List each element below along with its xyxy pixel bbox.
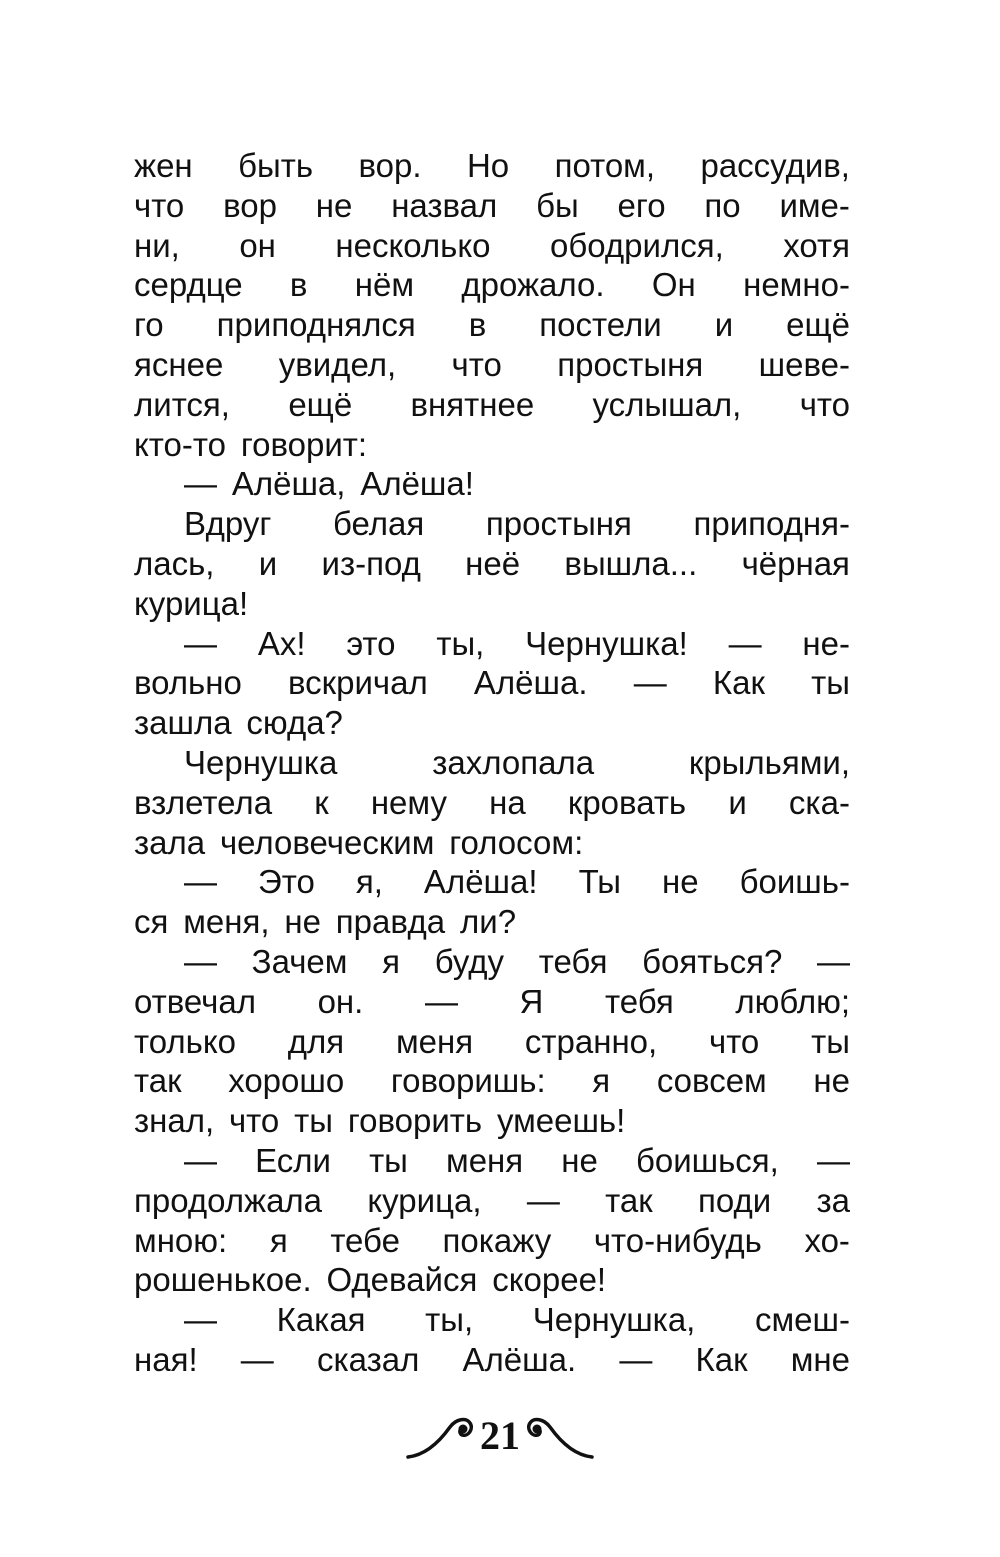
word: — xyxy=(424,982,458,1020)
word: — xyxy=(526,1181,560,1219)
word: ни, xyxy=(134,226,180,264)
word: это xyxy=(346,624,396,662)
word: боишь- xyxy=(739,863,850,901)
word: ты xyxy=(811,664,850,702)
word: люблю; xyxy=(735,982,850,1020)
text-line xyxy=(134,345,850,385)
word: что xyxy=(451,345,502,383)
word: я xyxy=(382,942,401,980)
word: тебя xyxy=(538,942,608,980)
word: Алёша! xyxy=(360,465,474,503)
word: мне xyxy=(790,1340,850,1378)
text-line xyxy=(134,425,850,465)
word: сердце xyxy=(134,266,243,304)
swirl-ornament-left-icon xyxy=(406,1411,476,1461)
word: человеческим xyxy=(219,823,435,861)
text-line xyxy=(134,663,850,703)
word: вольно xyxy=(134,664,242,702)
word: Алёша! xyxy=(423,863,538,901)
word: курица! xyxy=(134,584,249,622)
text-line xyxy=(134,982,850,1022)
word: курица, xyxy=(367,1181,482,1219)
word: постели xyxy=(539,306,662,344)
word: кто-то xyxy=(134,425,226,463)
word: вор. xyxy=(358,147,422,184)
word: по xyxy=(704,186,741,224)
word: я xyxy=(592,1062,611,1100)
word: ты, xyxy=(436,624,485,662)
word: бы xyxy=(536,186,579,224)
word: — xyxy=(816,1141,850,1179)
word: рассудив, xyxy=(700,147,850,184)
word: совсем xyxy=(656,1062,767,1100)
word: голосом: xyxy=(449,823,584,861)
word: немно- xyxy=(743,266,850,304)
word: странно, xyxy=(524,1022,658,1060)
word: и xyxy=(728,783,747,821)
word: простыня xyxy=(485,505,632,543)
word: за xyxy=(816,1181,850,1219)
word: тебя xyxy=(605,982,674,1020)
text-line xyxy=(134,862,850,902)
word: несколько xyxy=(335,226,491,264)
word: на xyxy=(489,783,526,821)
word: боишься, xyxy=(635,1141,779,1179)
word: быть xyxy=(238,147,314,184)
word: зашла xyxy=(134,704,232,742)
text-line xyxy=(134,265,850,305)
word: продолжала xyxy=(134,1181,323,1219)
word: говорит: xyxy=(240,425,368,463)
text-line xyxy=(134,1022,850,1062)
word: лится, xyxy=(134,385,230,423)
word: Одевайся xyxy=(326,1261,478,1299)
word: рошенькое. xyxy=(134,1261,312,1299)
word: Как xyxy=(712,664,765,702)
word: правда xyxy=(335,903,446,941)
text-line xyxy=(134,464,850,504)
word: име- xyxy=(779,186,850,224)
word: назвал xyxy=(391,186,498,224)
word: и xyxy=(258,544,278,582)
text-line xyxy=(134,385,850,425)
text-line xyxy=(134,186,850,226)
word: ная! xyxy=(134,1340,198,1378)
word: нему xyxy=(370,783,447,821)
word: смеш- xyxy=(754,1301,850,1339)
word: — xyxy=(184,624,217,662)
page-number: 21 xyxy=(480,1413,520,1458)
word: скорее! xyxy=(492,1261,607,1299)
word: простыня xyxy=(557,345,704,383)
word: кровать xyxy=(567,783,687,821)
text-line xyxy=(134,1340,850,1380)
word: буду xyxy=(434,942,505,980)
word: не xyxy=(561,1141,598,1179)
word: Вдруг xyxy=(184,505,272,543)
word: увидел, xyxy=(278,345,397,383)
word: в xyxy=(289,266,308,304)
text-line xyxy=(134,1221,850,1261)
word: внятнее xyxy=(410,385,535,423)
text-line xyxy=(134,902,850,942)
text-line xyxy=(134,584,850,624)
word: зала xyxy=(134,823,206,861)
word: Чернушка, xyxy=(532,1301,696,1339)
word: чёрная xyxy=(741,544,850,582)
text-line xyxy=(134,305,850,345)
word: Но xyxy=(466,147,510,184)
word: тебе xyxy=(330,1221,400,1259)
word: — xyxy=(184,863,217,901)
text-line xyxy=(134,544,850,584)
word: отвечал xyxy=(134,982,256,1020)
word: крыльями, xyxy=(688,743,850,781)
word: захлопала xyxy=(432,743,595,781)
text-line xyxy=(134,823,850,863)
word: взлетела xyxy=(134,783,273,821)
word: Алёша. xyxy=(473,664,588,702)
word: мною: xyxy=(134,1221,228,1259)
word: — xyxy=(184,1301,217,1339)
text-line xyxy=(134,504,850,544)
text-line xyxy=(134,146,850,186)
word: не xyxy=(315,186,353,224)
word: Если xyxy=(255,1141,331,1179)
word: покажу xyxy=(442,1221,552,1259)
word: для xyxy=(287,1022,345,1060)
word: вор xyxy=(223,186,277,224)
word: что xyxy=(228,1102,280,1140)
word: я, xyxy=(355,863,383,901)
word: Ах! xyxy=(257,624,306,662)
word: ты xyxy=(811,1022,850,1060)
word: нём xyxy=(354,266,415,304)
text-line xyxy=(134,1181,850,1221)
word: не xyxy=(284,903,321,941)
word: говорить xyxy=(347,1102,483,1140)
word: ли? xyxy=(460,903,517,941)
word: вскричал xyxy=(288,664,428,702)
word: не xyxy=(813,1062,850,1100)
word: — xyxy=(619,1340,653,1378)
word: — xyxy=(728,624,762,662)
word: меня, xyxy=(183,903,270,941)
word: бояться? xyxy=(642,942,783,980)
word: Он xyxy=(651,266,696,304)
word: ся xyxy=(134,903,169,941)
word: го xyxy=(134,306,164,344)
word: Я xyxy=(519,982,544,1020)
word: Ты xyxy=(578,863,621,901)
word: приподня- xyxy=(693,505,850,543)
word: — xyxy=(184,1141,217,1179)
word: и xyxy=(714,306,734,344)
word: так xyxy=(134,1062,182,1100)
word: Чернушка xyxy=(184,743,338,781)
word: услышал, xyxy=(592,385,742,423)
word: шеве- xyxy=(758,345,850,383)
word: Это xyxy=(258,863,315,901)
text-line xyxy=(134,226,850,266)
word: ещё xyxy=(288,385,353,423)
word: — xyxy=(633,664,667,702)
word: я xyxy=(269,1221,288,1259)
word: только xyxy=(134,1022,236,1060)
word: его xyxy=(617,186,666,224)
word: так xyxy=(605,1181,653,1219)
word: — xyxy=(816,942,850,980)
word: хо- xyxy=(804,1221,850,1259)
word: ободрился, xyxy=(550,226,724,264)
page-footer xyxy=(0,1404,1000,1468)
text-line xyxy=(134,1141,850,1181)
word: вышла... xyxy=(564,544,698,582)
word: Чернушка! xyxy=(525,624,688,662)
swirl-ornament-right-icon xyxy=(524,1411,594,1461)
word: — xyxy=(184,942,217,980)
text-line xyxy=(134,624,850,664)
word: Зачем xyxy=(251,942,348,980)
word: что xyxy=(134,186,185,224)
word: ты, xyxy=(425,1301,474,1339)
word: ты xyxy=(369,1141,408,1179)
word: лась, xyxy=(134,544,215,582)
word: яснее xyxy=(134,345,224,383)
word: Какая xyxy=(276,1301,366,1339)
word: потом, xyxy=(554,147,656,184)
word: ты xyxy=(294,1102,333,1140)
text-line xyxy=(134,1300,850,1340)
word: ещё xyxy=(786,306,850,344)
word: умеешь! xyxy=(496,1102,626,1140)
word: хорошо xyxy=(228,1062,345,1100)
word: белая xyxy=(333,505,425,543)
word: что xyxy=(709,1022,760,1060)
text-line xyxy=(134,703,850,743)
word: ска- xyxy=(788,783,850,821)
text-line xyxy=(134,783,850,823)
word: он. xyxy=(317,982,364,1020)
word: неё xyxy=(465,544,521,582)
word: меня xyxy=(395,1022,474,1060)
word: в xyxy=(468,306,487,344)
word: сюда? xyxy=(246,704,343,742)
word: из-под xyxy=(321,544,421,582)
text-line xyxy=(134,1101,850,1141)
word: Алёша. xyxy=(462,1340,577,1378)
word: Алёша, xyxy=(231,465,346,503)
word: что-нибудь xyxy=(593,1221,762,1259)
word: он xyxy=(239,226,276,264)
word: приподнялся xyxy=(216,306,416,344)
word: к xyxy=(314,783,329,821)
word: не xyxy=(662,863,699,901)
word: жен xyxy=(134,147,193,184)
word: поди xyxy=(697,1181,772,1219)
word: дрожало. xyxy=(461,266,605,304)
text-line xyxy=(134,1061,850,1101)
word: сказал xyxy=(316,1340,420,1378)
text-line xyxy=(134,1260,850,1300)
text-line xyxy=(134,942,850,982)
word: Как xyxy=(695,1340,748,1378)
word: знал, xyxy=(134,1102,215,1140)
word: хотя xyxy=(783,226,850,264)
word: говоришь: xyxy=(390,1062,546,1100)
word: — xyxy=(240,1340,274,1378)
word: — xyxy=(184,465,217,503)
word: меня xyxy=(446,1141,524,1179)
body-text xyxy=(134,146,850,1380)
text-line xyxy=(134,743,850,783)
word: не- xyxy=(802,624,850,662)
word: что xyxy=(799,385,850,423)
